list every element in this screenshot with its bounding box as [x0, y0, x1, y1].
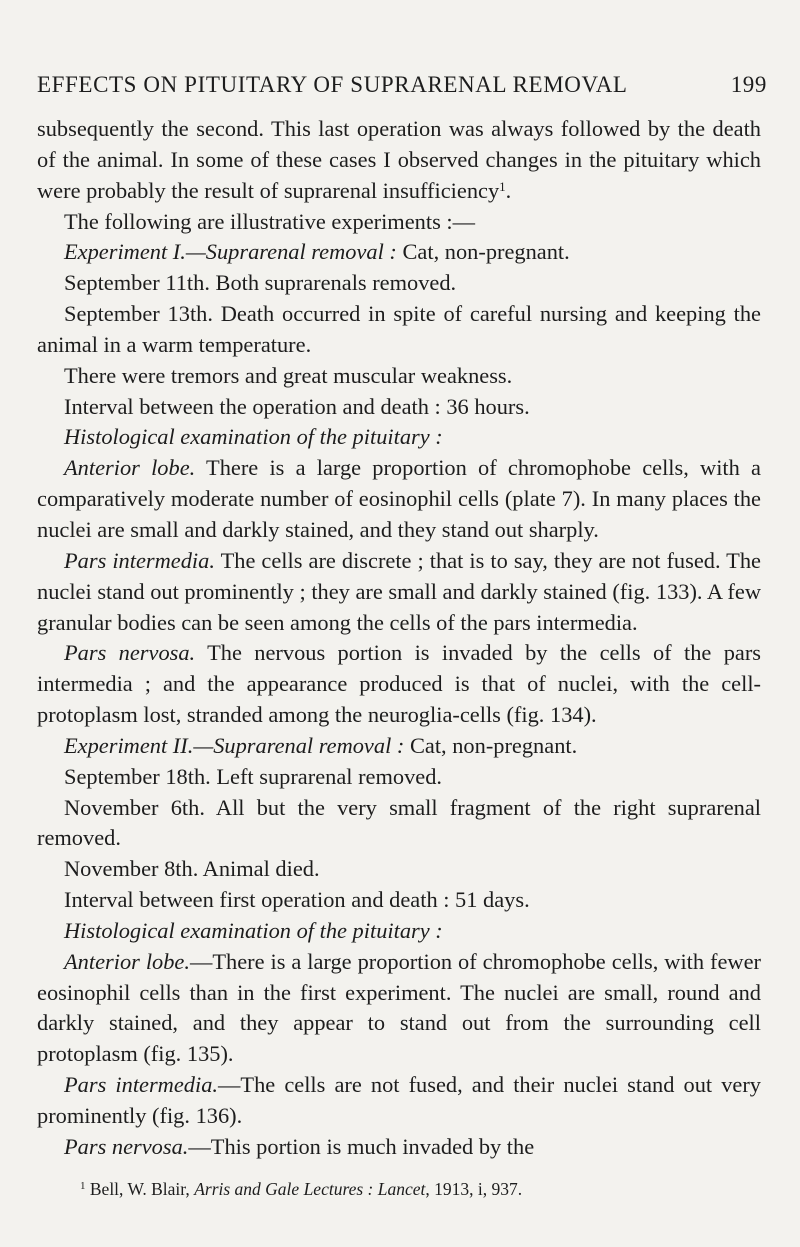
- footnote-authors: Bell, W. Blair,: [85, 1179, 195, 1199]
- footnote-citation: , 1913, i, 937.: [425, 1179, 523, 1199]
- paragraph-intro: subsequently the second. This last operation was always followed by the death of the animal. In some of these cases I observed changes in the pituitary which were probably the result of suprarenal insufficiency$^1$.: [37, 116, 761, 203]
- body-text: [37, 114, 761, 1163]
- paragraph-following: The following are illustrative experiments :—: [64, 208, 476, 234]
- footnote-work: Arris and Gale Lectures : Lancet: [194, 1179, 426, 1199]
- experiment-1-heading: Experiment I.—Suprarenal removal : Cat, non-pregnant.: [64, 239, 570, 265]
- footnote: [80, 1177, 770, 1201]
- experiment-2-heading: Experiment II.—Suprarenal removal : Cat, non-pregnant.: [64, 732, 578, 758]
- experiment-2-nov-6: November 6th. All but the very small fragment of the right suprarenal removed.: [37, 794, 761, 851]
- experiment-2-pars-intermedia: Pars intermedia.—The cells are not fused, and their nuclei stand out very prominently (fig. 136).: [37, 1072, 761, 1128]
- experiment-2-histology-heading: Histological examination of the pituitary :: [64, 917, 443, 943]
- footnote-reference: 1: [499, 178, 506, 194]
- footnote-marker: 1: [80, 1179, 86, 1192]
- experiment-2-interval: Interval between first operation and death : 51 days.: [64, 887, 530, 913]
- experiment-2-sep-18: September 18th. Left suprarenal removed.: [64, 763, 443, 789]
- running-header: [37, 72, 767, 98]
- experiment-1-interval: Interval between the operation and death : 36 hours.: [64, 393, 530, 419]
- experiment-1-tremors: There were tremors and great muscular weakness.: [64, 362, 513, 388]
- experiment-2-pars-nervosa: Pars nervosa.—This portion is much invaded by the: [64, 1133, 535, 1159]
- experiment-2-nov-8: November 8th. Animal died.: [64, 856, 320, 882]
- page-number: 199: [730, 72, 767, 97]
- experiment-1-sep-11: September 11th. Both suprarenals removed.: [64, 270, 457, 296]
- experiment-1-pars-intermedia: Pars intermedia. The cells are discrete ; that is to say, they are not fused. The nuclei stand out prominently ; they are small and darkly stained (fig. 133). A few granular bodies can be seen among the cells of the pars intermedia.: [37, 547, 761, 635]
- experiment-1-sep-13: September 13th. Death occurred in spite of careful nursing and keeping the animal in a warm temperature.: [37, 301, 761, 357]
- experiment-1-anterior-lobe: Anterior lobe. There is a large proportion of chromophobe cells, with a comparatively moderate number of eosinophil cells (plate 7). In many places the nuclei are small and darkly stained, and they stand out sharply.: [37, 455, 761, 542]
- experiment-1-pars-nervosa: Pars nervosa. The nervous portion is invaded by the cells of the pars intermedia ; and the appearance produced is that of nuclei, with the cell-protoplasm lost, stranded among the neuroglia-cells (fig. 134).: [37, 640, 761, 728]
- experiment-2-anterior-lobe: Anterior lobe.—There is a large proportion of chromophobe cells, with fewer eosinophil cells than in the first experiment. The nuclei are small, round and darkly stained, and they appear to stand out from the surrounding cell protoplasm (fig. 135).: [37, 948, 761, 1067]
- running-title: EFFECTS ON PITUITARY OF SUPRARENAL REMOVAL: [37, 72, 628, 97]
- experiment-1-histology-heading: Histological examination of the pituitary :: [64, 424, 443, 450]
